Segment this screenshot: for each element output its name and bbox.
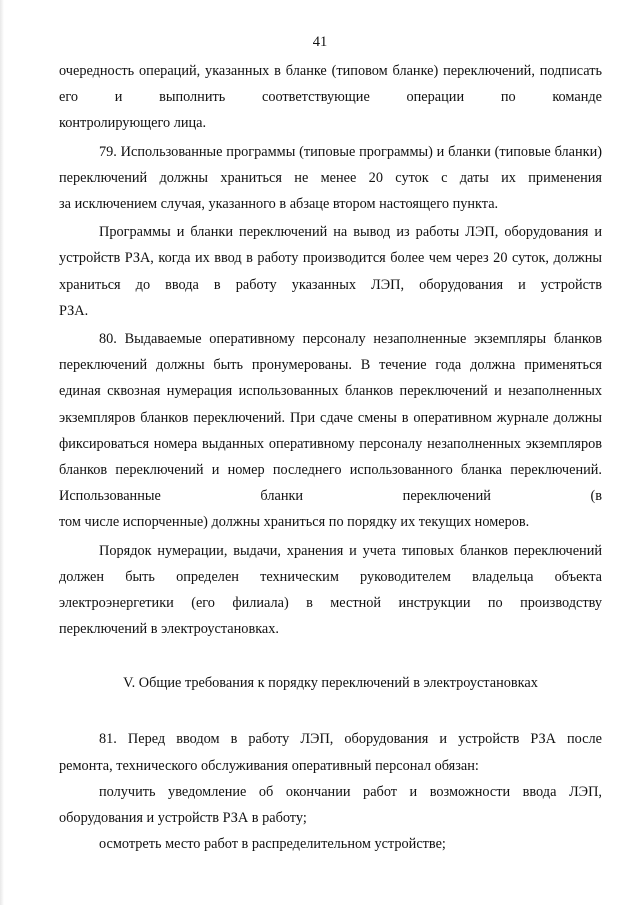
paragraph-80-second-end: переключений в электроустановках. (59, 621, 279, 638)
page-content (59, 58, 602, 857)
paragraph-81-end: ремонта, технического обслуживания оперативный персонал обязан: (59, 757, 479, 774)
paragraph-80: 80. Выдаваемые оперативному персоналу незаполненные экземпляры бланков переключений должны быть пронумерованы. В течение года должна применяться единая сквозная нумерация использованных бланков переключений и незаполненных экземпляров бланков переключений. При сдаче смены в оперативном журнале должны фиксироваться номера выданных оперативному персоналу незаполненных экземпляров бланков переключений и номер последнего использованного бланка переключений. Использованные бланки переключений (в (59, 331, 602, 505)
section-title: V. Общие требования к порядку переключений в электроустановках (123, 675, 538, 692)
list-item-2: осмотреть место работ в распределительном устройстве; (99, 836, 446, 853)
paragraph-79-second-end: РЗА. (59, 302, 89, 319)
paragraph-continuation-end: контролирующего лица. (59, 115, 207, 132)
paragraph-80-end: том числе испорченные) должны храниться по порядку их текущих номеров. (59, 514, 530, 531)
paragraph-continuation-justified: очередность операций, указанных в бланке (типовом бланке) переключений, подписать его и выполнить соответствующие операции по команде (59, 63, 602, 106)
paragraph-79-end: за исключением случая, указанного в абзаце втором настоящего пункта. (59, 196, 499, 213)
paragraph-80-second: Порядок нумерации, выдачи, хранения и учета типовых бланков переключений должен быть определен техническим руководителем владельца объекта электроэнергетики (его филиала) в местной инструкции по производству (59, 542, 602, 612)
paragraph-81: 81. Перед вводом в работу ЛЭП, оборудования и устройств РЗА после (99, 731, 602, 748)
paragraph-79: 79. Использованные программы (типовые программы) и бланки (типовые бланки) переключений должны храниться не менее 20 суток с даты их применения (59, 143, 602, 186)
list-item-1: получить уведомление об окончании работ и возможности ввода ЛЭП, (99, 783, 602, 800)
list-item-1-end: оборудования и устройств РЗА в работу; (59, 810, 307, 827)
paragraph-79-second: Программы и бланки переключений на вывод из работы ЛЭП, оборудования и устройств РЗА, когда их ввод в работу производится более чем через 20 суток, должны храниться до ввода в работу указанных ЛЭП, оборудования и устройств (59, 224, 602, 293)
page-number: 41 (312, 34, 328, 50)
scan-edge-shadow (0, 0, 4, 905)
